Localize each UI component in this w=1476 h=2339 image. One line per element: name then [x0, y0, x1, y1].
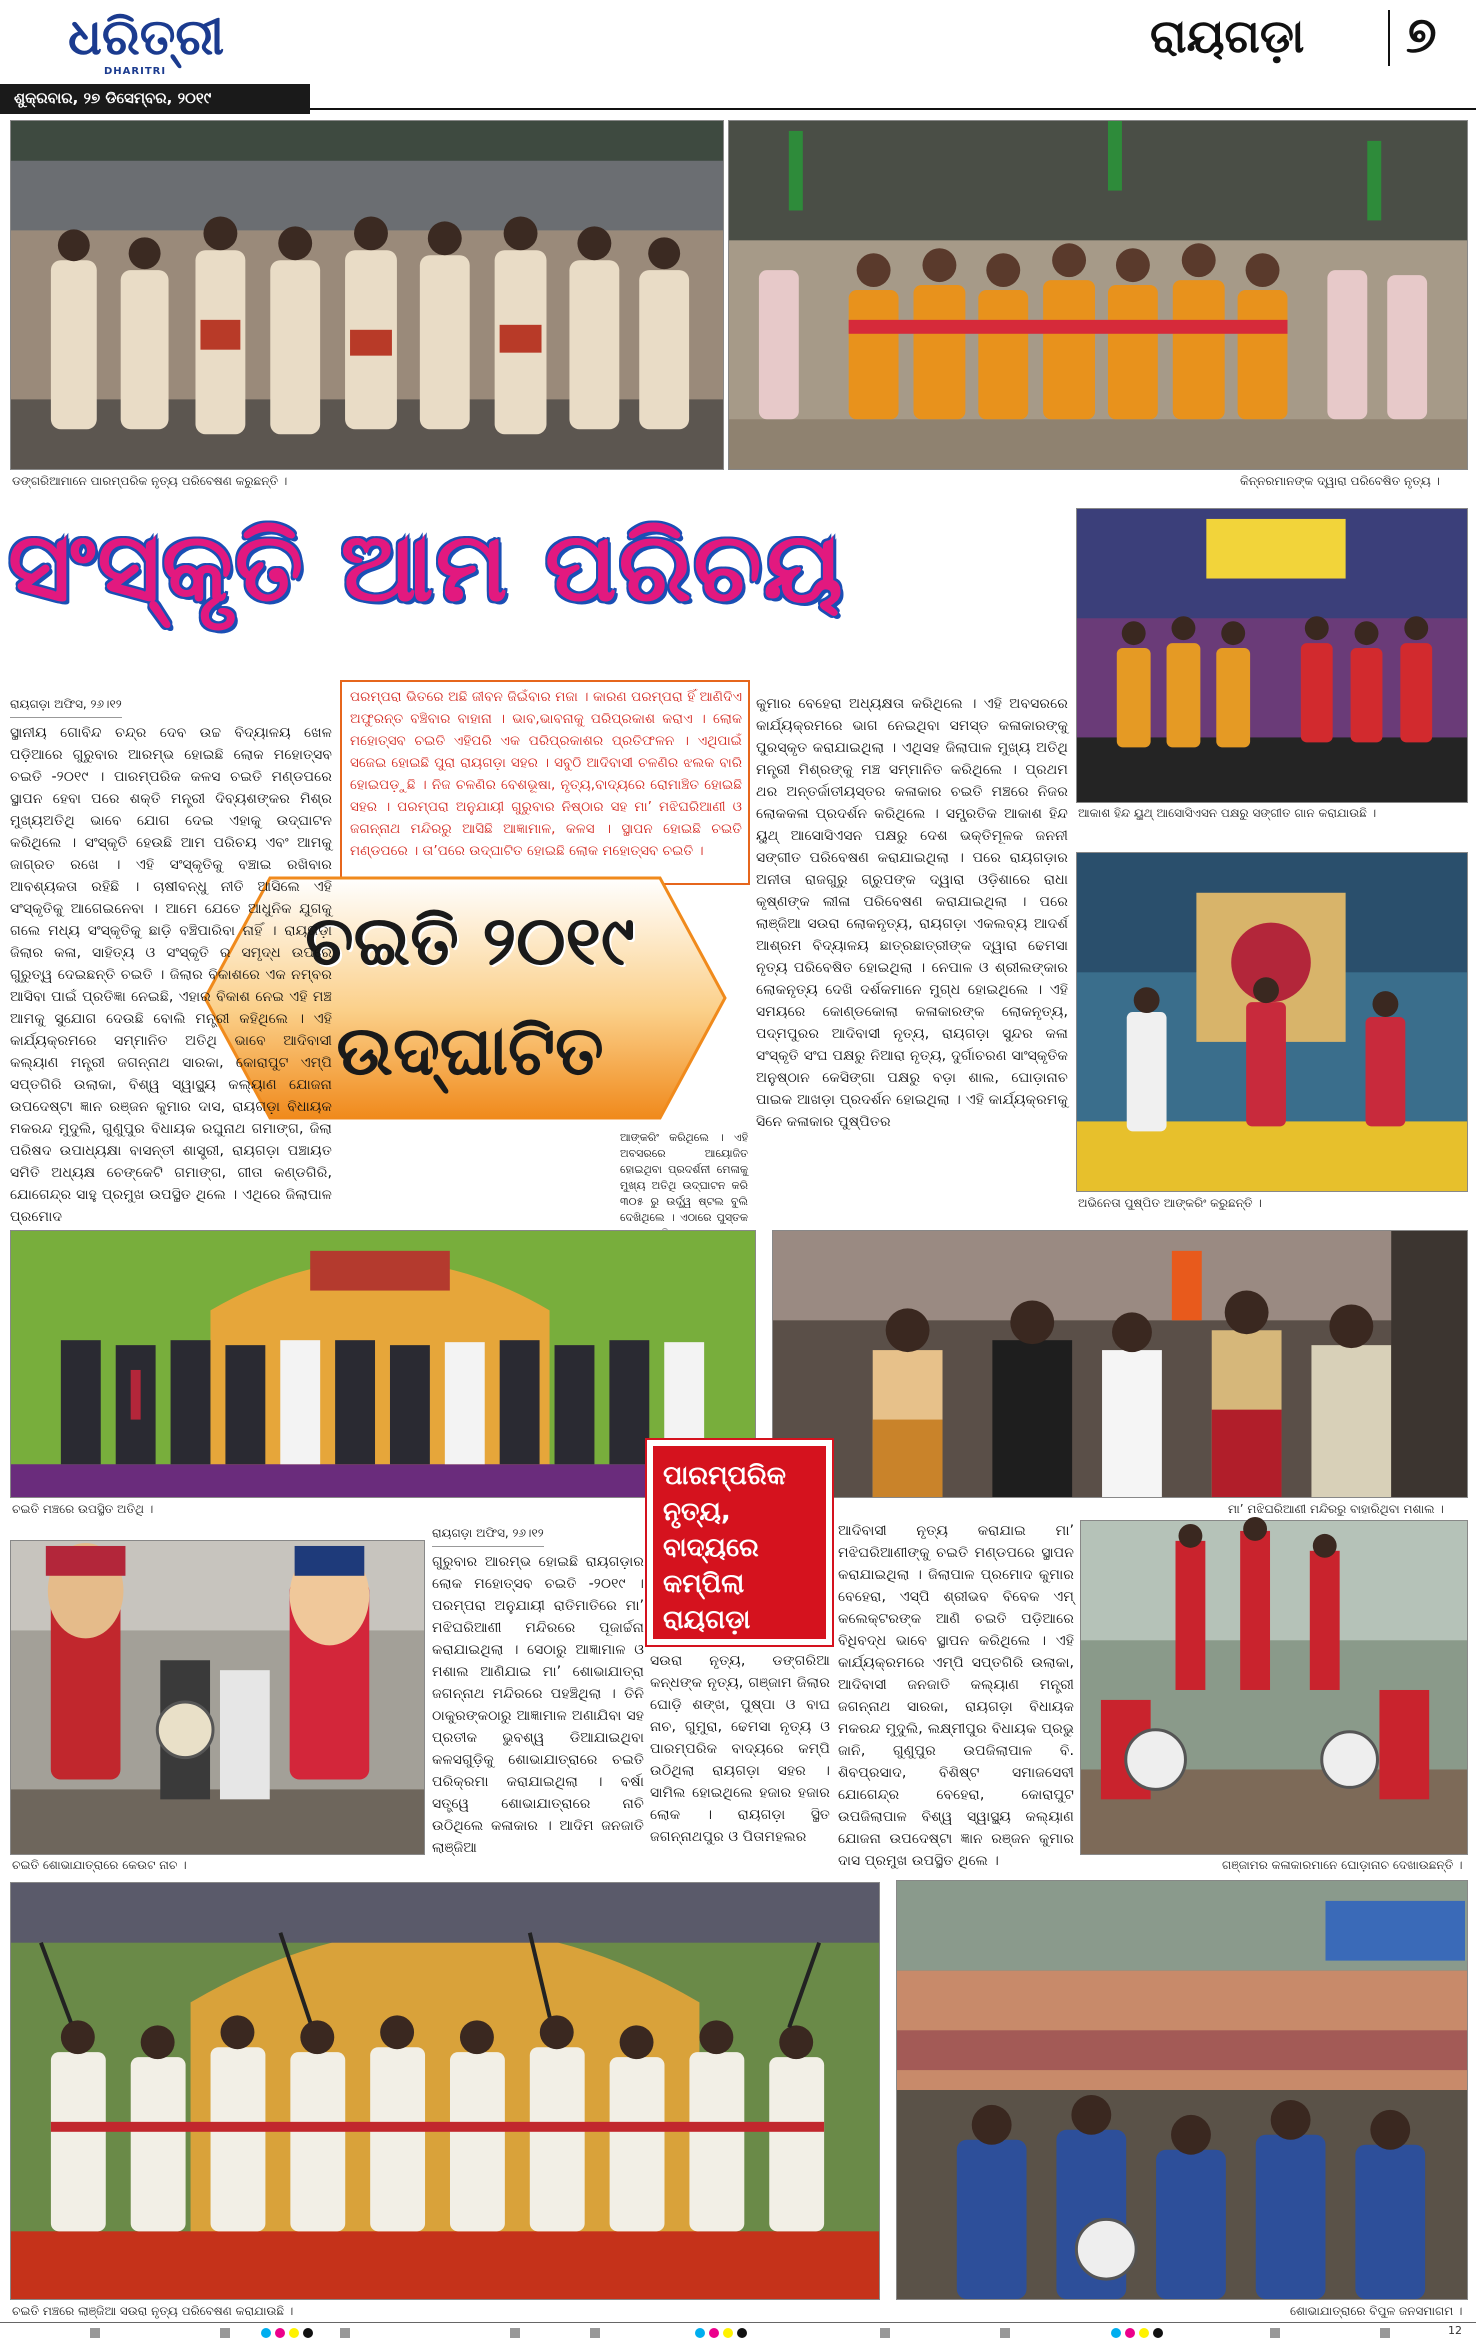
photo-song-stage: [1076, 508, 1468, 803]
hex-title-inaugurated: ଉଦ୍‌ଘାଟିତ: [336, 1012, 604, 1091]
photo-kinnar-dance: [728, 120, 1468, 470]
story2-column-3: ଆଦିବାସୀ ନୃତ୍ୟ କରାଯାଇ ମା’ ମଝିଘରିଆଣୀଙ୍କୁ ଚଇତି ମଣ୍ଡପରେ ସ୍ଥାପନ କରାଯାଇଥିଲା । ଜିଲାପାଳ ପ୍ରମୋଦ କୁମାର ବେହେରା, ଏସ୍‌ପି ଶ୍ରୀଭବ ବିବେକ ଏମ୍ କଲେକ୍ଟରଙ୍କ ଆଣି ଚଇତି ପଡ଼ିଆରେ ବିଧିବଦ୍ଧ ଭାବେ ସ୍ଥାପନ କରିଥିଲେ । ଏହି କାର୍ଯ୍ୟକ୍ରମରେ ଏମ୍‌ପି ସପ୍ତଗିରି ଉଲାକା, ଆଦିବାସୀ ଜନଜାତି କଲ୍ୟାଣ ମନ୍ତ୍ରୀ ଜଗନ୍ନାଥ ସାରକା, ରାୟଗଡ଼ା ବିଧାୟକ ମକରନ୍ଦ ମୁଦୁଲି, ଲକ୍ଷ୍ମୀପୁର ବିଧାୟକ ପ୍ରଭୁ ଜାନି, ଗୁଣୁପୁର ଉପଜିଲାପାଳ ବି. ଶିବପ୍ରସାଦ, ବିଶିଷ୍ଟ ସମାଜସେବୀ ଯୋଗେନ୍ଦ୍ର ବେହେରା, କୋରାପୁଟ ଉପଜିଲାପାଳ ବିଶ୍ୱ ସ୍ୱାସ୍ଥ୍ୟ କଲ୍ୟାଣ ଯୋଜନା ଉପଦେଷ୍ଟା ଜ୍ଞାନ ରଞ୍ଜନ କୁମାର ଦାସ ପ୍ରମୁଖ ଉପସ୍ଥିତ ଥିଲେ ।: [838, 1523, 1074, 1869]
photo-lanjia-saura-dance: [10, 1882, 880, 2300]
page-number: ୭: [1406, 6, 1437, 64]
caption-lanjia-saura: ଚଇତି ମଞ୍ଚରେ ଲାଞ୍ଜିଆ ସଉରା ନୃତ୍ୟ ପରିବେଷଣ କରାଯାଉଛି ।: [12, 2304, 294, 2318]
photo-dongria-dance: [10, 120, 724, 470]
story2-text-col1: ଗୁରୁବାର ଆରମ୍ଭ ହୋଇଛି ରାୟଗଡ଼ାର ଲୋକ ମହୋତ୍ସବ ଚଇତି -୨୦୧୯ । ପରମ୍ପରା ଅନୁଯାୟୀ ରାତିମାତିରେ ମା’ ମଝିଘରିଆଣୀ ମନ୍ଦିରରେ ପୂଜାର୍ଚ୍ଚନା କରାଯାଇଥିଲା । ସେଠାରୁ ଆଜ୍ଞାମାଳ ଓ ମଶାଲ ଆଣିଯାଇ ମା’ ଶୋଭାଯାତ୍ରା ଜଗନ୍ନାଥ ମନ୍ଦିରରେ ପହଞ୍ଚିଥିଲା । ତିନି ଠାକୁରଙ୍କଠାରୁ ଆଜ୍ଞାମାଳ ଅଣାଯିବା ସହ ପ୍ରତୀକ ଭୁବଶ୍ୱ ଡିଆଯାଇଥିବା କଳସଗୁଡ଼ିକୁ ଶୋଭାଯାତ୍ରାରେ ଚଇତି ପରିକ୍ରମା କରାଯାଇଥିଲା । ବର୍ଷା ସତ୍ତ୍ୱେ ଶୋଭାଯାତ୍ରାରେ ନାଚି ଉଠିଥିଲେ କଳାକାର । ଆଦିମ ଜନଜାତି ଲାଞ୍ଜିଆ: [432, 1554, 644, 1856]
caption-kelu: ଚଇତି ଶୋଭାଯାତ୍ରାରେ କେଉଟ ନାଚ ।: [12, 1858, 187, 1872]
logo-latin: DHARITRI: [104, 66, 167, 77]
caption-dongria: ଡଙ୍ଗରିଆମାନେ ପାରମ୍ପରିକ ନୃତ୍ୟ ପରିବେଷଣ କରୁଛନ୍ତି ।: [12, 474, 288, 488]
photo-ghoda-nacha: [1080, 1520, 1468, 1855]
photo-crowd: [896, 1880, 1468, 2300]
hex-title-year: ଚଇତି ୨୦୧୯: [305, 902, 635, 981]
photo-torch-procession: [772, 1230, 1468, 1498]
story1-col2-tail-text: ଆଙ୍କରିଂ କରିଥିଲେ । ଏହି ଅବସରରେ ଆୟୋଜିତ ହୋଇଥିବା ପ୍ରଦର୍ଶନୀ ମେଳାକୁ ମୁଖ୍ୟ ଅତିଥି ଉଦ୍‌ଘାଟନ କରି ୩୦୫ ରୁ ଉର୍ଦ୍ଧ୍ୱ ଷ୍ଟଲ ବୁଲି ଦେଖିଥିଲେ । ଏଠାରେ ପୁସ୍ତକ: [620, 1131, 748, 1224]
headline: ସଂସ୍କୃତି ଆମ ପରିଚୟ: [8, 511, 845, 623]
date-text: ଶୁକ୍ରବାର, ୨୭ ଡିସେମ୍ବର, ୨୦୧୯: [14, 89, 212, 107]
intro-text: ପରମ୍ପରା ଭିତରେ ଅଛି ଜୀବନ ଜିଇଁବାର ମଜା । କାରଣ ପରମ୍ପରା ହିଁ ଆଣିଦିଏ ଅଫୁରନ୍ତ ବଞ୍ଚିବାର ବାହାନା । ଭାବ,ଭାବନାକୁ ପରିପ୍ରକାଶ କରାଏ । ଲୋକ ମହୋତ୍ସବ ଚଇତି ଏହିପରି ଏକ ପରିପ୍ରକାଶର ପ୍ରତିଫଳନ । ଏଥିପାଇଁ ସଜେଇ ହୋଇଛି ପୁରା ରାୟଗଡ଼ା ସହର । ସବୁଠି ଆଦିବାସୀ ଚଳଣିର ଝଲକ ବାରି ହୋଇପଡ଼ୁଛି । ନିଜ ଚଳଣିର ବେଶଭୂଷା, ନୃତ୍ୟ,ବାଦ୍ୟରେ ରୋମାଞ୍ଚିତ ହୋଇଛି ସହର । ପରମ୍ପରା ଅନୁଯାୟୀ ଗୁରୁବାର ନିଷ୍ଠାର ସହ ମା’ ମଝିଘରିଆଣୀ ଓ ଜଗନ୍ନାଥ ମନ୍ଦିରରୁ ଆସିଛି ଆଜ୍ଞାମାଳ, କଳସ । ସ୍ଥାପନ ହୋଇଛି ଚଇତି ମଣ୍ଡପରେ । ତା’ପରେ ଉଦ୍‌ଘାଟିତ ହୋଇଛି ଲୋକ ମହୋତ୍ସବ ଚଇତି ।: [350, 689, 742, 859]
masthead-divider: [1388, 10, 1390, 66]
story1-byline: ରାୟଗଡ଼ା ଅଫିସ, ୨୬।୧୨: [10, 693, 122, 718]
caption-song: ଆକାଶ ହିନ୍ଦ ୟୁଥ୍ ଆସୋସିଏସନ ପକ୍ଷରୁ ସଙ୍ଗୀତ ଗାନ କରାଯାଉଛି ।: [1078, 806, 1377, 820]
footer-page-number: 12: [1448, 2324, 1462, 2337]
caption-anchoring: ଅଭିନେତା ପୁଷ୍ପିତ ଆଙ୍କରିଂ କରୁଛନ୍ତି ।: [1078, 1196, 1262, 1210]
masthead: [0, 0, 1476, 118]
story2-column-2-tail: ସଉରା ନୃତ୍ୟ, ଡଙ୍ଗରିଆ କନ୍ଧଙ୍କ ନୃତ୍ୟ, ଗଞ୍ଜାମ ଜିଲାର ଘୋଡ଼ି ଶଙ୍ଖ, ପୁଷ୍ପା ଓ ବାଘ ନାଚ, ଗୁମୁରା, ଢେମସା ନୃତ୍ୟ ଓ ପାରମ୍ପରିକ ବାଦ୍ୟରେ କମ୍ପି ଉଠିଥିଲା ରାୟଗଡ଼ା ସହର । ସାମିଲ ହୋଇଥିଲେ ହଜାର ହଜାର ଲୋକ । ରାୟଗଡ଼ା ସ୍ଥିତ ଜଗନ୍ନାଥପୁର ଓ ପିତାମହଲର: [650, 1653, 830, 1845]
photo-kelu-dance: [10, 1540, 425, 1855]
caption-guests: ଚଇତି ମଞ୍ଚରେ ଉପସ୍ଥିତ ଅତିଥି ।: [12, 1502, 154, 1516]
red-box-line-3: ବାଦ୍ୟରେ: [663, 1533, 759, 1563]
story1-column-1: [10, 693, 332, 1225]
print-registration-marks: [0, 2326, 1476, 2339]
story2-byline: ରାୟଗଡ଼ା ଅଫିସ, ୨୬।୧୨: [432, 1522, 544, 1547]
section-title: ରାୟଗଡ଼ା: [1150, 9, 1305, 63]
red-box: [647, 1440, 832, 1645]
caption-ghoda: ଗଞ୍ଜାମର କଳାକାରମାନେ ଘୋଡ଼ାନାଚ ଦେଖାଉଛନ୍ତି ।: [1222, 1858, 1463, 1872]
red-box-line-5: ରାୟଗଡ଼ା: [663, 1605, 751, 1635]
story1-text-col1: ସ୍ଥାନୀୟ ଗୋବିନ୍ଦ ଚନ୍ଦ୍ର ଦେବ ଉଚ୍ଚ ବିଦ୍ୟାଳୟ ଖେଳ ପଡ଼ିଆରେ ଗୁରୁବାର ଆରମ୍ଭ ହୋଇଛି ଲୋକ ମହୋତ୍ସବ ଚଇତି -୨୦୧୯ । ପାରମ୍ପରିକ କଳସ ଚଇତି ମଣ୍ଡପରେ ସ୍ଥାପନ ହେବା ପରେ ଶକ୍ତି ମନ୍ତ୍ରୀ ଦିବ୍ୟଶଙ୍କର ମିଶ୍ର ମୁଖ୍ୟଅତିଥି ଭାବେ ଯୋଗ ଦେଇ ଏହାକୁ ଉଦ୍‌ଘାଟନ କରିଥିଲେ । ସଂସ୍କୃତି ହେଉଛି ଆମ ପରିଚୟ ଏବଂ ଆମକୁ ଜାଗ୍ରତ ରଖେ । ଏହି ସଂସ୍କୃତିକୁ ବଞ୍ଚାଇ ରଖିବାର ଆବଶ୍ୟକତା ରହିଛି । ଚାଷୀବନ୍ଧୁ ନୀତି ଆସିଲେ ଏହି ସଂସ୍କୃତିକୁ ଆଗେଇନେବା । ଆମେ ଯେତେ ଆଧୁନିକ ଯୁଗକୁ ଗଲେ ମଧ୍ୟ ସଂସ୍କୃତିକୁ ଛାଡ଼ି ବଞ୍ଚିପାରିବା ନାହିଁ । ରାୟଗଡ଼ା ଜିଲାର କଳା, ସାହିତ୍ୟ ଓ ସଂସ୍କୃତି ର ସମୃଦ୍ଧ ଉପରେ ଗୁରୁତ୍ୱ ଦେଇଛନ୍ତି ଚଇତି । ଜିଲାର ବିକାଶରେ ଏକ ନମ୍ବର ଆସିବା ପାଇଁ ପ୍ରତିଜ୍ଞା ନେଇଛି, ଏହାର ବିକାଶ ନେଇ ଏହି ମଞ୍ଚ ଆମକୁ ସୁଯୋଗ ଦେଉଛି ବୋଲି ମନ୍ତ୍ରୀ କହିଥିଲେ । ଏହି କାର୍ଯ୍ୟକ୍ରମରେ ସମ୍ମାନିତ ଅତିଥି ଭାବେ ଆଦିବାସୀ କଲ୍ୟାଣ ମନ୍ତ୍ରୀ ଜଗନ୍ନାଥ ସାରକା, କୋରାପୁଟ ଏମ୍‌ପି ସପ୍ତଗିରି ଉଲାକା, ବିଶ୍ୱ ସ୍ୱାସ୍ଥ୍ୟ କଲ୍ୟାଣ ଯୋଜନା ଉପଦେଷ୍ଟା ଜ୍ଞାନ ରଞ୍ଜନ କୁମାର ଦାସ, ରାୟଗଡ଼ା ବିଧାୟକ ମକରନ୍ଦ ମୁଦୁଲି, ଗୁଣୁପୁର ବିଧାୟକ ରଘୁନାଥ ଗମାଙ୍ଗ, ଜିଲା ପରିଷଦ ଉପାଧ୍ୟକ୍ଷା ବାସନ୍ତୀ ଶାସ୍ତ୍ରୀ, ରାୟଗଡ଼ା ପଞ୍ଚାୟତ ସମିତି ଅଧ୍ୟକ୍ଷ ଚେଙ୍କେଟି ଗମାଙ୍ଗ, ଗୀତା କଣ୍ଡଗିରି, ଯୋଗେନ୍ଦ୍ର ସାହୁ ପ୍ରମୁଖ ଉପସ୍ଥିତ ଥିଲେ । ଏଥିରେ ଜିଲାପାଳ ପ୍ରମୋଦ: [10, 725, 332, 1225]
logo-odia: ଧରିତ୍ରୀ: [68, 7, 225, 66]
red-box-line-1: ପାରମ୍ପରିକ: [663, 1461, 786, 1491]
caption-crowd: ଶୋଭାଯାତ୍ରାରେ ବିପୁଳ ଜନସମାଗମ ।: [1290, 2304, 1463, 2318]
footer-rule: [0, 2322, 1476, 2323]
red-box-line-4: କମ୍ପିଲା: [663, 1569, 745, 1599]
photo-anchoring-stage: [1076, 852, 1468, 1192]
masthead-rule: [310, 108, 1476, 110]
caption-torch: ମା’ ମଝିଘରିଆଣୀ ମନ୍ଦିରରୁ ବାହାରିଥିବା ମଶାଲ ।: [1228, 1502, 1444, 1516]
story2-column-1: [432, 1522, 644, 1878]
caption-kinnar: କିନ୍ନରମାନଙ୍କ ଦ୍ୱାରା ପରିବେଷିତ ନୃତ୍ୟ ।: [1240, 474, 1440, 488]
story1-column-3: କୁମାର ବେହେରା ଅଧ୍ୟକ୍ଷତା କରିଥିଲେ । ଏହି ଅବସରରେ କାର୍ଯ୍ୟକ୍ରମରେ ଭାଗ ନେଇଥିବା ସମସ୍ତ କଳାକାରଙ୍କୁ ପୁରସ୍କୃତ କରାଯାଇଥିଲା । ଏଥିସହ ଜିଲାପାଳ ମୁଖ୍ୟ ଅତିଥି ମନ୍ତ୍ରୀ ମିଶ୍ରଙ୍କୁ ମଞ୍ଚ ସମ୍ମାନିତ କରିଥିଲେ । ପ୍ରଥମ ଥର ଅନ୍ତର୍ଜାତୀୟସ୍ତର କଳାକାର ଚଇତି ମଞ୍ଚରେ ନିଜର ଲୋକକଳା ପ୍ରଦର୍ଶନ କରିଥିଲେ । ସମ୍ପ୍ରତିକ ଆକାଶ ହିନ୍ଦ ୟୁଥ୍ ଆସୋସିଏସନ ପକ୍ଷରୁ ଦେଶ ଭକ୍ତିମୂଳକ ଜନନୀ ସଙ୍ଗୀତ ପରିବେଷଣ କରାଯାଇଥିଲା । ପରେ ରାୟଗଡ଼ାର ଅନୀତା ରାଜଗୁରୁ ଗ୍ରୁପଙ୍କ ଦ୍ୱାରା ଓଡ଼ିଶାରେ ରାଧା କୃଷ୍ଣଙ୍କ ଲୀଳା ପରିବେଷଣ କରାଯାଇଥିଲା । ପରେ ଲାଞ୍ଜିଆ ସଉରା ଲୋକନୃତ୍ୟ, ରାୟଗଡ଼ା ଏକଲବ୍ୟ ଆଦର୍ଶ ଆଶ୍ରମ ବିଦ୍ୟାଳୟ ଛାତ୍ରଛାତ୍ରୀଙ୍କ ଦ୍ୱାରା ଢେମସା ନୃତ୍ୟ ପରିବେଷିତ ହୋଇଥିଲା । ନେପାଳ ଓ ଶ୍ରୀଲଙ୍କାର ଲୋକନୃତ୍ୟ ଦେଖି ଦର୍ଶକମାନେ ମୁଗ୍ଧ ହୋଇଥିଲେ । ଏହି ସମୟରେ କୋଣ୍ଡକୋଲା କଳାକାରଙ୍କ ଲୋକନୃତ୍ୟ, ପଦ୍ମପୁରର ଆଦିବାସୀ ନୃତ୍ୟ, ରାୟଗଡ଼ା ସୁନ୍ଦର କଳା ସଂସ୍କୃତି ସଂଘ ପକ୍ଷରୁ ନିଆରା ନୃତ୍ୟ, ଦୁର୍ଗାଚରଣ ସାଂସ୍କୃତିକ ଅନୁଷ୍ଠାନ କେସିଙ୍ଗା ପକ୍ଷରୁ ବଡ଼ା ଶାଲ, ଘୋଡ଼ାନାଚ ପାଇକ ଆଖଡ଼ା ପ୍ରଦର୍ଶନ ହୋଇଥିଲା । ଏହି କାର୍ଯ୍ୟକ୍ରମକୁ ସିନେ କଳାକାର ପୁଷ୍ପିତର: [756, 696, 1068, 1130]
photo-guests-stage: [10, 1230, 756, 1498]
red-box-line-2: ନୃତ୍ୟ,: [663, 1497, 731, 1527]
